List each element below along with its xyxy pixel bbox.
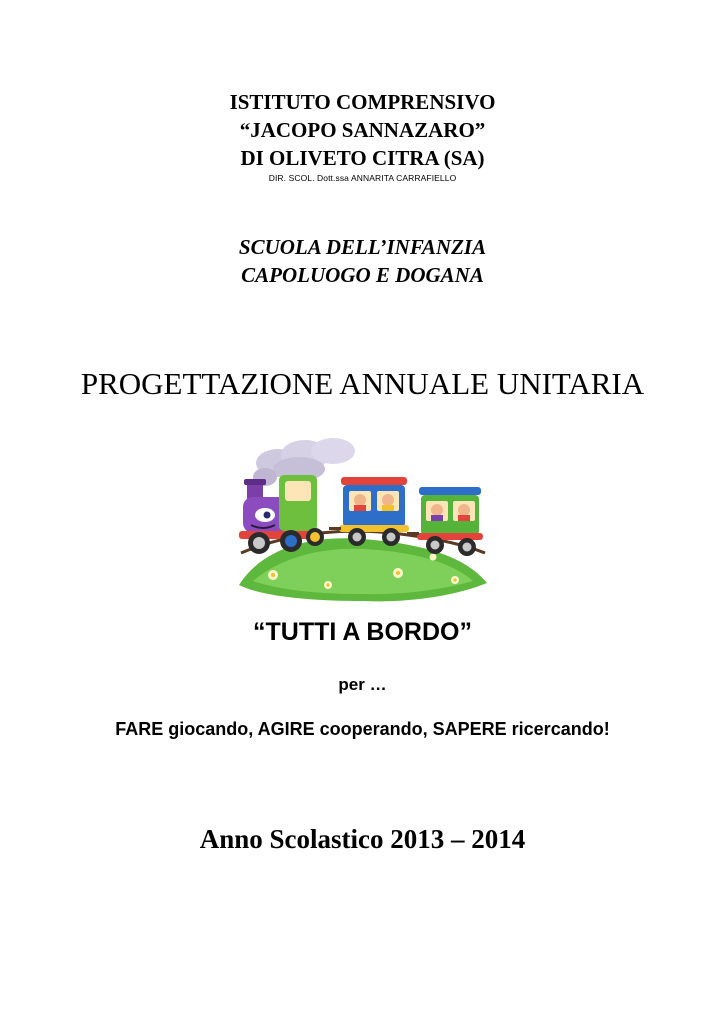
school-section-line-1: SCUOLA DELL’INFANZIA <box>238 235 487 259</box>
document-title: PROGETTAZIONE ANNUALE UNITARIA <box>80 366 645 401</box>
per-label: per … <box>338 675 387 694</box>
school-section-line-2: CAPOLUOGO E DOGANA <box>241 263 484 287</box>
locomotive <box>239 475 324 554</box>
school-name-line-2: “JACOPO SANNAZARO” <box>239 118 486 142</box>
school-year: Anno Scolastico 2013 – 2014 <box>199 824 526 854</box>
grass-hill <box>239 538 487 601</box>
director-line: DIR. SCOL. Dott.ssa ANNARITA CARRAFIELLO <box>268 173 457 183</box>
wagon-blue <box>329 477 409 546</box>
school-name-line-3: DI OLIVETO CITRA (SA) <box>240 146 485 170</box>
slogan-text: FARE giocando, AGIRE cooperando, SAPERE ricercando! <box>115 719 610 739</box>
school-name-line-1: ISTITUTO COMPRENSIVO <box>229 90 496 114</box>
wagon-green <box>407 487 483 556</box>
motto-title: “TUTTI A BORDO” <box>253 618 472 646</box>
cartoon-train-icon <box>233 435 491 605</box>
